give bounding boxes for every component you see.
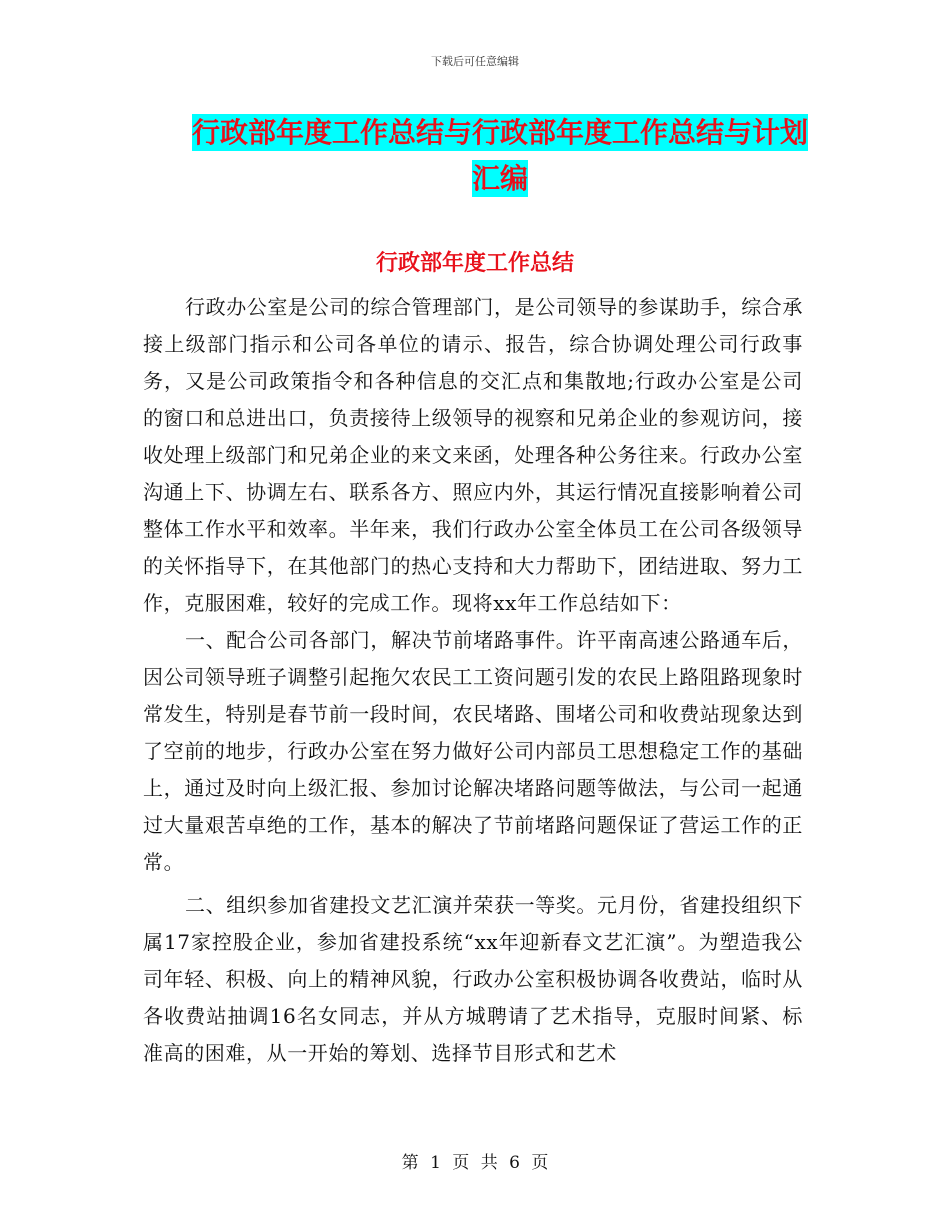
- paragraph-item-2: 二、组织参加省建投文艺汇演并荣获一等奖。元月份，省建投组织下属17家控股企业，参加省建投系统“xx年迎新春文艺汇演”。为塑造我公司年轻、积极、向上的精神风貌，行政办公室积极协调各收费站，临时从各收费站抽调16名女同志，并从方城聘请了艺术指导，克服时间紧、标准高的困难，从一开始的筹划、选择节目形式和艺术: [143, 893, 803, 1065]
- paragraph-item-1: 一、配合公司各部门，解决节前堵路事件。许平南高速公路通车后，因公司领导班子调整引起拖欠农民工工资问题引发的农民上路阻路现象时常发生，特别是春节前一段时间，农民堵路、围堵公司和收费站现象达到了空前的地步，行政办公室在努力做好公司内部员工思想稳定工作的基础上，通过及时向上级汇报、参加讨论解决堵路问题等做法，与公司一起通过大量艰苦卓绝的工作，基本的解决了节前堵路问题保证了营运工作的正常。: [143, 628, 803, 874]
- document-title: [190, 110, 810, 202]
- document-title-text: 行政部年度工作总结与行政部年度工作总结与计划汇编: [191, 116, 808, 195]
- section-title: 行政部年度工作总结: [375, 251, 574, 276]
- paragraph-intro: 行政办公室是公司的综合管理部门，是公司领导的参谋助手，综合承接上级部门指示和公司各单位的请示、报告，综合协调处理公司行政事务，又是公司政策指令和各种信息的交汇点和集散地;行政办公室是公司的窗口和总进出口，负责接待上级领导的视察和兄弟企业的参观访问，接收处理上级部门和兄弟企业的来文来函，处理各种公务往来。行政办公室沟通上下、协调左右、联系各方、照应内外，其运行情况直接影响着公司整体工作水平和效率。半年来，我们行政办公室全体员工在公司各级领导的关怀指导下，在其他部门的热心支持和大力帮助下，团结进取、努力工作，克服困难，较好的完成工作。现将xx年工作总结如下：: [143, 295, 803, 615]
- document-body: [143, 289, 803, 1072]
- page-number: 第 1 页 共 6 页: [401, 1153, 549, 1173]
- page-header-note: 下载后可任意编辑: [431, 55, 519, 68]
